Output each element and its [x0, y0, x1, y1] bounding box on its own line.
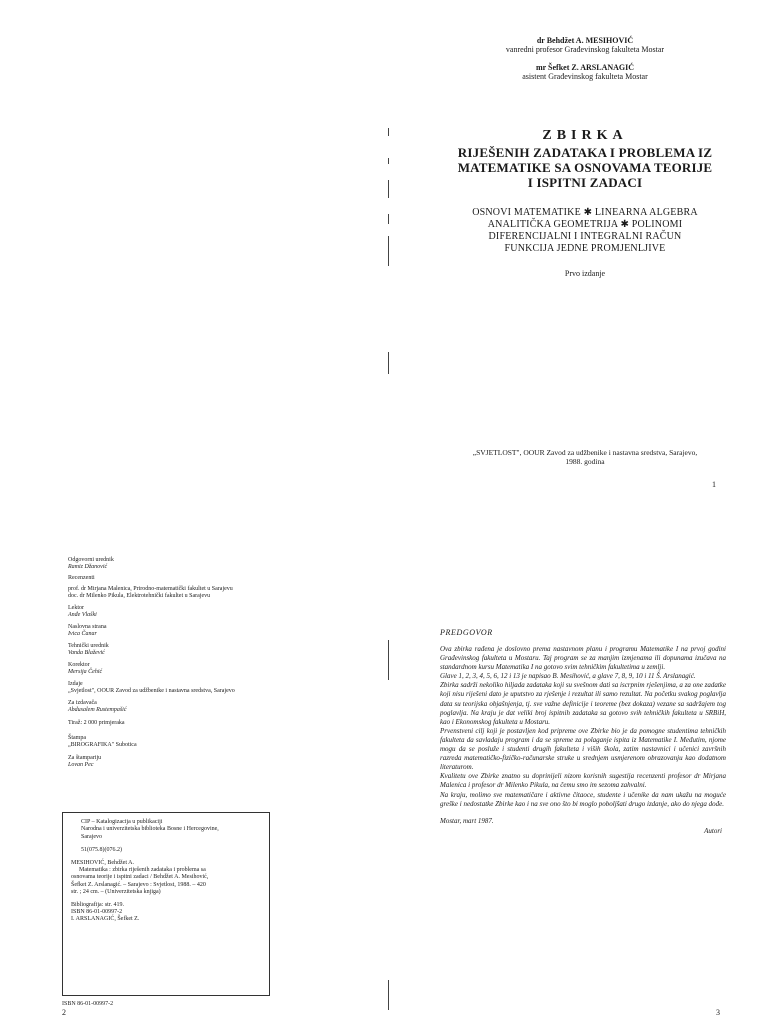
credit-label: prof. dr Mirjana Malenica, Prirodno-matematički fakultet u Sarajevu — [68, 586, 233, 592]
author1-role: vanredni profesor Građevinskog fakulteta Mostar — [505, 45, 665, 54]
credit-label: Za štampariju — [68, 755, 102, 761]
fold-mark — [388, 158, 389, 164]
cip-line: str. ; 24 cm. – (Univerzitetska knjiga) — [71, 889, 161, 896]
title-word: ZBIRKA — [542, 128, 628, 143]
credit-value: Lovan Pec — [68, 762, 94, 768]
preface-place-date: Mostar, mart 1987. — [440, 816, 494, 825]
cip-line: I. ARSLANAGIĆ, Šefket Z. — [71, 916, 140, 923]
preface-paragraph: Zbirka sadrži nekoliko hiljada zadataka koji su svešnom dati sa iscrpnim rješenjima, a za one zadatke koji nisu riješeni dato je uputstvo za rješenje i rezultat ili samo rezultat. Na početku svakog poglavlja data su teorijska objašnjenja, tj. sve važne definicije i teoreme (bez dokaza) vezane sa sadržajem tog poglavlja. Na kraju je dat veliki broj ispitnih zadataka sa gotovo svih tehničkih fakulteta u SRBiH, kao i Ekonomskog fakulteta u Mostaru. — [440, 681, 726, 726]
fold-mark — [388, 180, 389, 198]
fold-mark — [388, 640, 389, 680]
credit-value: Vanda Blažević — [68, 650, 105, 656]
credit-value: Ramiz Džanović — [68, 564, 108, 570]
fold-mark — [388, 352, 389, 374]
title-page — [430, 36, 740, 278]
fold-mark — [388, 214, 389, 224]
preface-paragraph: Na kraju, molimo sve matematičare i aktivne čitaoce, studente i učenike da nam ukažu na moguće greške i nedostatke Zbirke kao i na sve ono što bi moglo poboljšati drugo izdanje, ako do njega dođe. — [440, 790, 726, 808]
credit-label: Naslovna strana — [68, 624, 107, 630]
author1-name: dr Behdžet A. MESIHOVIĆ — [536, 36, 634, 45]
edition: Prvo izdanje — [564, 269, 606, 278]
credit-value: Ivica Čanar — [68, 631, 97, 637]
author2-role: asistent Građevinskog fakulteta Mostar — [522, 72, 648, 81]
fold-mark — [388, 980, 389, 1010]
print-run: Tiraž: 2 000 primjeraka — [68, 720, 125, 726]
subtitle-line: DIFERENCIJALNI I INTEGRALNI RAČUN — [488, 231, 682, 242]
subtitle-line: ANALITIČKA GEOMETRIJA ✱ POLINOMI — [487, 219, 683, 230]
cip-record — [62, 812, 270, 996]
cip-udc: 51(075.8)(076.2) — [81, 847, 122, 854]
title-line: MATEMATIKE SA OSNOVAMA TEORIJE — [457, 160, 713, 175]
credit-value: Mersija Čehić — [68, 669, 103, 675]
preface-paragraph: Glave 1, 2, 3, 4, 5, 6, 12 i 13 je napisao B. Mesihović, a glave 7, 8, 9, 10 i 11 Š. Arslanagić. — [440, 672, 696, 681]
publisher-line: „SVJETLOST", OOUR Zavod za udžbenike i nastavna sredstva, Sarajevo, — [472, 448, 698, 457]
credits-block — [68, 557, 298, 769]
preface-signature: Autori — [704, 826, 722, 835]
fold-mark — [388, 236, 389, 266]
credit-label: Recenzenti — [68, 575, 95, 581]
isbn: ISBN 86-01-00997-2 — [62, 1001, 114, 1007]
cip-isbn: ISBN 86-01-00997-2 — [71, 909, 123, 916]
cip-line: Šefket Z. Arslanagić. – Sarajevo : Svjetlost, 1988. – 420 — [71, 881, 206, 888]
cip-line: osnovama teorije i ispitni zadaci / Behdžet A. Mesihović, — [71, 874, 209, 881]
publisher-year: 1988. godina — [565, 457, 605, 466]
credit-label: Lektor — [68, 605, 84, 611]
credit-value: „Svjetlost", OOUR Zavod za udžbenike i nastavna sredstva, Sarajevo — [68, 688, 235, 694]
title-line: I ISPITNI ZADACI — [527, 175, 643, 190]
credit-label: Štampa — [68, 735, 86, 741]
page-number-3: 3 — [716, 1008, 720, 1017]
subtitle-line: OSNOVI MATEMATIKE ✱ LINEARNA ALGEBRA — [472, 207, 698, 218]
preface-heading: PREDGOVOR — [440, 628, 493, 637]
cip-line: Matematika : zbirka riješenih zadataka i problema sa — [79, 867, 206, 874]
credit-label: Tehnički urednik — [68, 643, 109, 649]
credit-label: Odgovorni urednik — [68, 557, 114, 563]
preface-body — [440, 645, 726, 835]
credit-value: doc. dr Milenko Pikula, Elektrotehnički fakultet u Sarajevu — [68, 593, 211, 599]
publisher-imprint — [430, 448, 740, 466]
preface-paragraph: Prvenstveni cilj koji je postavljen kod pripreme ove Zbirke bio je da pomogne studentima tehničkih fakulteta da savladaju program i da se spreme za polaganje ispita iz Matematike I. Međutim, njome mogu da se posluže i studenti drugih fakulteta i viših škola, zatim nastavnici i učenici završnih razreda matematičko-fizičko-računarske struke u srednjem usmjerenom obrazovanju kao dodatnom literaturom. — [440, 726, 726, 772]
cip-author: MESIHOVIĆ, Behdžet A. — [71, 859, 134, 866]
fold-mark — [388, 128, 389, 136]
page-number-1: 1 — [712, 480, 716, 489]
author2-name: mr Šefket Z. ARSLANAGIĆ — [535, 63, 635, 72]
title-line: RIJEŠENIH ZADATAKA I PROBLEMA IZ — [457, 145, 713, 160]
preface-paragraph: Kvalitetu ove Zbirke znatno su doprinijeli nizom korisnih sugestija recenzenti profesor dr Mirjana Malenica i profesor dr Milenko Pikula, na čemu smo im sezoma zahvalni. — [440, 772, 726, 790]
cip-line: CIP – Katalogizacija u publikaciji — [81, 819, 163, 825]
cip-line: Bibliografija: str. 419. — [71, 901, 124, 908]
credit-label: Izdaje — [68, 681, 83, 687]
credit-value: „BIROGRAFIKA" Subotica — [68, 742, 137, 748]
cip-line: Sarajevo — [81, 833, 102, 840]
credit-value: Anđe Vlaški — [68, 612, 97, 618]
page-number-2: 2 — [62, 1008, 66, 1017]
credit-value: Abdusalem Rustempašić — [68, 707, 127, 713]
subtitle-line: FUNKCIJA JEDNE PROMJENLJIVE — [504, 243, 666, 254]
cip-line: Narodna i univerzitetska biblioteka Bosne i Hercegovine, — [81, 826, 219, 833]
preface-paragraph: Ova zbirka rađena je doslovno prema nastavnom planu i programu Matematike I na prvoj godini Građevinskog fakulteta u Mostaru. Taj program se za manjim izmjenama ili dopunama izučava na standardnom kursu Matematika I na gotovo svim tehničkim fakultetima u zemlji. — [440, 645, 726, 672]
credit-label: Korektor — [68, 662, 90, 668]
credit-label: Za izdavača — [68, 700, 97, 706]
